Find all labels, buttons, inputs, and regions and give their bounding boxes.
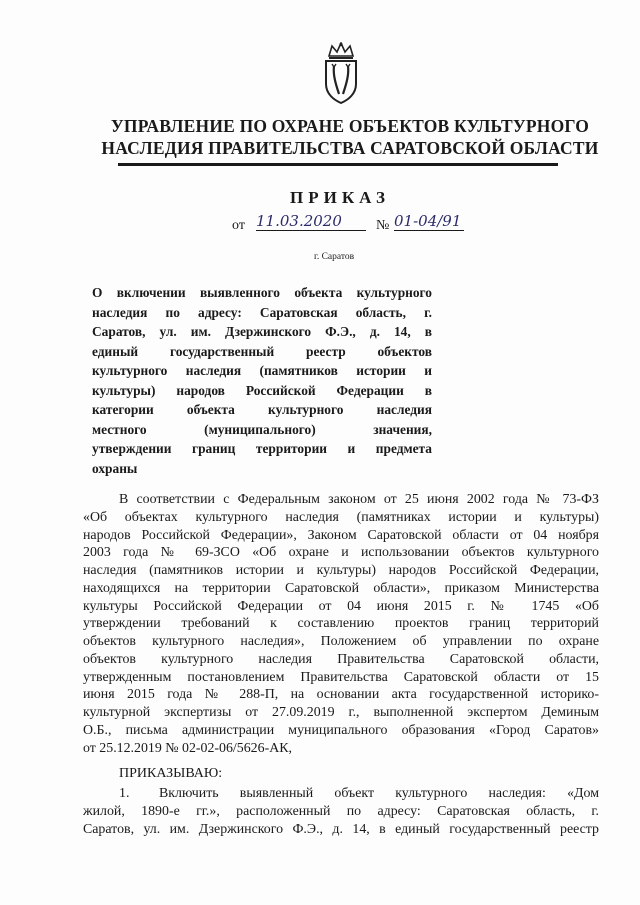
subject-line: категории объекта культурного наследия — [92, 402, 432, 418]
body-line: июня 2015 года № 288-П, на основании акта государственной историко- — [83, 687, 599, 703]
subject-line: Саратов, ул. им. Дзержинского Ф.Э., д. 14, в — [92, 324, 432, 340]
subject-line: культурного наследия (памятников истории и — [92, 363, 432, 379]
item-number: 1. — [119, 786, 130, 801]
body-line: культурной экспертизы от 27.09.2019 г., выполненной экспертом Деминым — [83, 705, 599, 720]
saratov-coat-of-arms-icon — [320, 42, 362, 104]
preamble-paragraph — [83, 491, 599, 757]
body-line: культуры Российской Федерации от 04 июня 2015 г. № 1745 «Об — [83, 598, 599, 614]
body-line: «Об объектах культурного наследия (памятниках истории и культуры) — [83, 509, 599, 525]
order-directive: ПРИКАЗЫВАЮ: — [119, 766, 223, 781]
body-line: 2003 года № 69-ЗСО «Об охране и использовании объектов культурного — [83, 545, 599, 561]
city-label: г. Саратов — [314, 252, 355, 262]
item-text: Включить выявленный объект культурного наследия: «Дом — [159, 786, 599, 801]
item-line: жилой, 1890-е гг.», расположенный по адресу: Саратовская область, г. — [83, 803, 599, 819]
body-line: утверждении требований к составлению проектов границ территорий — [83, 616, 599, 632]
number-label: № — [376, 218, 390, 233]
subject-line: наследия по адресу: Саратовская область, г. — [92, 304, 432, 320]
order-subject — [92, 283, 432, 478]
item-line — [83, 785, 599, 803]
body-line: утвержденным постановлением Правительства Саратовской области от 15 — [83, 669, 599, 685]
subject-line: утверждении границ территории и предмета — [92, 441, 432, 457]
body-line: объектов культурного наследия Правительства Саратовской области, — [83, 651, 599, 667]
order-item-1 — [83, 785, 599, 838]
header-divider — [118, 163, 558, 166]
item-line: Саратов, ул. им. Дзержинского Ф.Э., д. 14, в единый государственный реестр — [83, 821, 599, 837]
body-line: объектов культурного наследия», Положением об управлении по охране — [83, 634, 599, 649]
subject-line: О включении выявленного объекта культурного — [92, 285, 432, 300]
body-line: находящихся на территории Саратовской области», приказом Министерства — [83, 580, 599, 596]
date-label: от — [232, 218, 245, 233]
agency-name-line1: УПРАВЛЕНИЕ ПО ОХРАНЕ ОБЪЕКТОВ КУЛЬТУРНОГО — [110, 116, 590, 136]
order-number: 01-04/91 — [394, 212, 464, 231]
agency-name-line2: НАСЛЕДИЯ ПРАВИТЕЛЬСТВА САРАТОВСКОЙ ОБЛАСТИ — [101, 138, 599, 158]
subject-line: культуры) народов Российской Федерации в — [92, 382, 432, 398]
document-type: ПРИКАЗ — [290, 188, 390, 207]
body-line: В соответствии с Федеральным законом от 25 июня 2002 года № 73-ФЗ — [119, 492, 599, 507]
body-line: наследия (памятников истории и культуры) народов Российской Федерации, — [83, 563, 599, 578]
subject-line: единый государственный реестр объектов — [92, 343, 432, 359]
subject-line: охраны — [92, 460, 138, 476]
order-date: 11.03.2020 — [256, 212, 366, 231]
subject-line: местного (муниципального) значения, — [92, 421, 432, 437]
body-line: народов Российской Федерации», Законом Саратовской области от 04 ноября — [83, 527, 599, 543]
body-line: О.Б., письма администрации муниципального образования «Город Саратов» — [83, 722, 599, 738]
body-line: от 25.12.2019 № 02-02-06/5626-АК, — [83, 740, 292, 756]
